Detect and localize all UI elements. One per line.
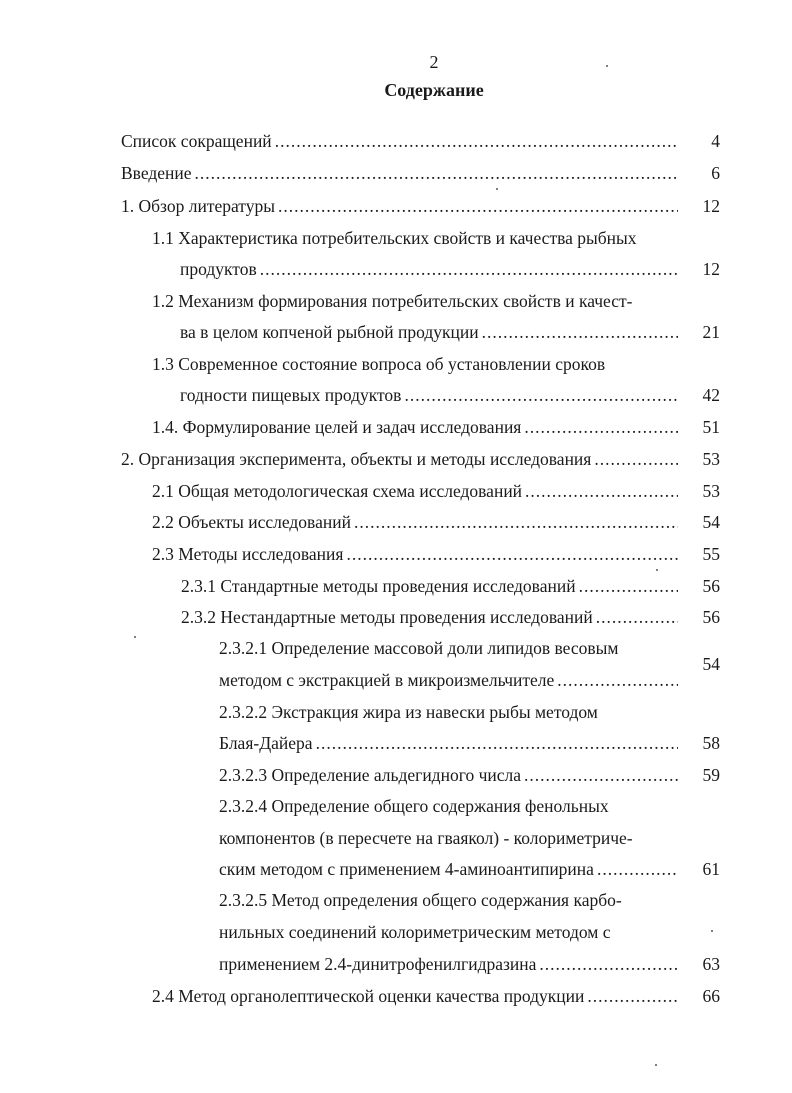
toc-entry	[121, 159, 678, 187]
scan-speck	[711, 930, 713, 932]
toc-entry-continuation: нильных соединений колориметрическим методом с	[219, 922, 611, 942]
toc-page-number: 4	[711, 131, 720, 151]
scan-speck	[606, 65, 608, 67]
toc-entry-title: 2.1 Общая методологическая схема исследований	[152, 481, 523, 501]
toc-entry	[180, 318, 678, 346]
scan-speck	[655, 1064, 657, 1066]
dot-leader	[597, 855, 678, 883]
dot-leader	[594, 445, 678, 473]
toc-entry-continuation: компонентов (в пересчете на гваякол) - колориметриче-	[219, 828, 633, 848]
toc-page-number: 51	[702, 417, 720, 437]
toc-entry	[152, 982, 678, 1010]
toc-page-number: 53	[702, 449, 720, 469]
toc-page-number: 42	[702, 385, 720, 405]
toc-entry-continuation: методом с экстракцией в микроизмельчителе	[219, 670, 555, 690]
toc-entry	[219, 761, 678, 789]
dot-leader	[525, 477, 678, 505]
toc-entry	[121, 192, 678, 220]
toc-entry-continuation: ским методом с применением 4-аминоантипирина	[219, 859, 594, 879]
dot-leader	[278, 192, 678, 220]
toc-entry-continuation: Блая-Дайера	[219, 733, 313, 753]
toc-entry-title: 2.3.2.4 Определение общего содержания фенольных	[219, 796, 609, 816]
toc-entry	[121, 445, 678, 473]
toc-entry	[180, 381, 678, 409]
toc-entry-title: 2.3.2 Нестандартные методы проведения исследований	[181, 607, 593, 627]
toc-page-number: 66	[702, 986, 720, 1006]
toc-entry	[152, 508, 678, 536]
scan-speck	[656, 569, 658, 571]
toc-entry	[152, 477, 678, 505]
page-title: Содержание	[384, 80, 484, 100]
toc-entry-title: 1. Обзор литературы	[121, 196, 275, 216]
dot-leader	[524, 761, 678, 789]
toc-entry-title: 2.3.2.5 Метод определения общего содержания карбо-	[219, 890, 622, 910]
toc-page-number: 54	[702, 512, 720, 532]
toc-entry-title: 2.3.2.1 Определение массовой доли липидов весовым	[219, 638, 619, 658]
toc-entry-continuation: продуктов	[180, 259, 257, 279]
toc-entry	[121, 127, 678, 155]
toc-page-number: 55	[702, 544, 720, 564]
toc-page-number: 56	[702, 576, 720, 596]
toc-page-number: 63	[702, 954, 720, 974]
toc-page-number: 53	[702, 481, 720, 501]
toc-entry	[180, 255, 678, 283]
toc-entry	[152, 413, 678, 441]
toc-entry-title: 1.1 Характеристика потребительских свойств и качества рыбных	[152, 228, 637, 248]
toc-entry-title: 2.3.1 Стандартные методы проведения исследований	[181, 576, 576, 596]
toc-entry	[219, 666, 678, 694]
dot-leader	[524, 413, 678, 441]
toc-entry	[152, 540, 678, 568]
toc-entry	[181, 572, 678, 600]
toc-entry	[219, 729, 678, 757]
toc-entry-continuation: ва в целом копченой рыбной продукции	[180, 322, 479, 342]
toc-entry	[181, 603, 678, 631]
dot-leader	[557, 666, 678, 694]
toc-entry	[219, 950, 678, 978]
dot-leader	[587, 982, 678, 1010]
toc-page-number: 12	[702, 259, 720, 279]
scan-speck	[496, 188, 498, 190]
toc-entry-title: 1.3 Современное состояние вопроса об установлении сроков	[152, 354, 606, 374]
scan-speck	[134, 636, 136, 638]
dot-leader	[346, 540, 678, 568]
toc-page-number: 12	[702, 196, 720, 216]
toc-entry-title: 2.4 Метод органолептической оценки качества продукции	[152, 986, 585, 1006]
dot-leader	[482, 318, 678, 346]
toc-entry-title: 1.4. Формулирование целей и задач исследования	[152, 417, 522, 437]
toc-entry-continuation: применением 2.4-динитрофенилгидразина	[219, 954, 537, 974]
toc-entry-title: 1.2 Механизм формирования потребительских свойств и качест-	[152, 291, 633, 311]
toc-page-number: 21	[702, 322, 720, 342]
dot-leader	[354, 508, 678, 536]
dot-leader	[539, 950, 678, 978]
dot-leader	[596, 603, 678, 631]
toc-page-number: 6	[711, 163, 720, 183]
toc-entry-title: 2.3.2.2 Экстракция жира из навески рыбы методом	[219, 702, 598, 722]
toc-entry-continuation: годности пищевых продуктов	[180, 385, 402, 405]
toc-entry-title: 2.2 Объекты исследований	[152, 512, 351, 532]
toc-page-number: 61	[702, 859, 720, 879]
toc-page-number: 58	[702, 733, 720, 753]
toc-entry-title: 2. Организация эксперимента, объекты и методы исследования	[121, 449, 592, 469]
toc-page-number: 54	[702, 654, 720, 674]
dot-leader	[260, 255, 678, 283]
toc-page-number: 59	[702, 765, 720, 785]
dot-leader	[579, 572, 678, 600]
dot-leader	[275, 127, 678, 155]
toc-page-number: 56	[702, 607, 720, 627]
toc-entry-title: 2.3 Методы исследования	[152, 544, 344, 564]
page-number: 2	[429, 52, 439, 72]
dot-leader	[316, 729, 678, 757]
toc-entry-title: Введение	[121, 163, 192, 183]
dot-leader	[195, 159, 678, 187]
dot-leader	[404, 381, 678, 409]
toc-entry-title: Список сокращений	[121, 131, 272, 151]
toc-entry	[219, 855, 678, 883]
toc-entry-title: 2.3.2.3 Определение альдегидного числа	[219, 765, 522, 785]
